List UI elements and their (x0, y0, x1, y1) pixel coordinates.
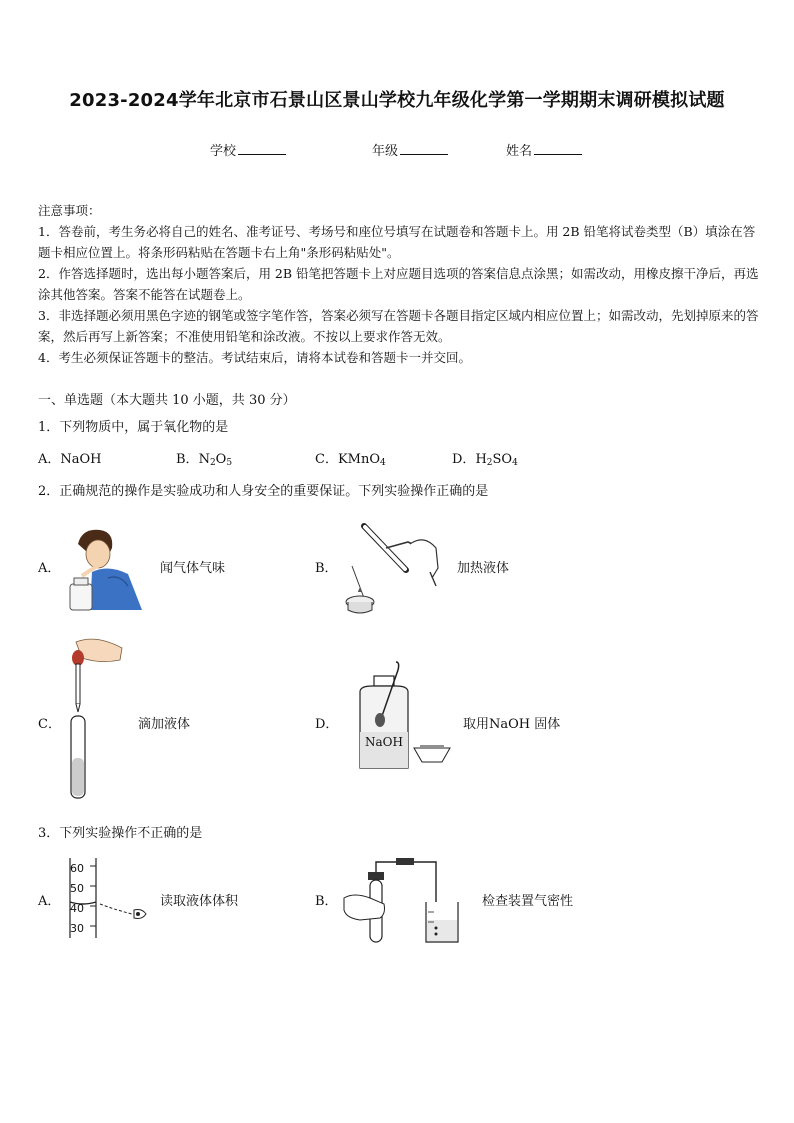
note-item-1: 1．答卷前，考生务必将自己的姓名、准考证号、考场号和座位号填写在试题卷和答题卡上。用 2B 铅笔将试卷类型（B）填涂在答题卡相应位置上。将条形码粘贴在答题卡右上角"条形码粘贴处"。 (38, 224, 756, 260)
q1-option-d[interactable]: D．$H_2SO_4$ (452, 452, 518, 468)
q2-option-c-letter[interactable]: C． (38, 717, 61, 732)
naoh-bottle-illustration (356, 660, 456, 772)
q3-option-a-caption: 读取液体体积 (160, 894, 239, 909)
school-label: 学校 (210, 144, 237, 159)
smell-gas-illustration (68, 526, 144, 612)
airtightness-check-illustration (340, 854, 466, 950)
q2-option-c-caption: 滴加液体 (138, 717, 191, 732)
q1-stem: 1．下列物质中，属于氧化物的是 (38, 420, 229, 435)
name-blank[interactable] (534, 142, 582, 155)
q2-stem: 2．正确规范的操作是实验成功和人身安全的重要保证。下列实验操作正确的是 (38, 484, 489, 499)
naoh-bottle-label: NaOH (365, 735, 403, 749)
heat-liquid-illustration (338, 518, 444, 618)
q2-option-a-caption: 闻气体气味 (160, 561, 226, 576)
cylinder-tick-60: 60 (70, 862, 84, 875)
q3-option-a-letter[interactable]: A． (38, 894, 61, 909)
school-blank[interactable] (238, 142, 286, 155)
page-title: 2023-2024学年北京市石景山区景山学校九年级化学第一学期期末调研模拟试题 (69, 90, 725, 111)
q1-option-b[interactable]: B．$N_2O_5$ (176, 452, 233, 468)
grade-blank[interactable] (400, 142, 448, 155)
cylinder-tick-30: 30 (70, 922, 84, 935)
q2-option-d-caption: 取用NaOH 固体 (463, 717, 561, 732)
q3-stem: 3．下列实验操作不正确的是 (38, 826, 203, 841)
name-label: 姓名 (506, 144, 533, 159)
q2-option-b-letter[interactable]: B． (315, 561, 338, 576)
grade-field (372, 140, 448, 159)
cylinder-ticks (70, 859, 84, 939)
q3-option-b-caption: 检查装置气密性 (482, 894, 574, 909)
q1-option-a[interactable]: A．NaOH (38, 452, 102, 467)
q1-option-c[interactable]: C．KMnO$_4$ (315, 452, 386, 468)
section-heading: 一、单选题（本大题共 10 小题，共 30 分） (38, 393, 296, 408)
name-field (506, 140, 582, 159)
school-field (210, 140, 286, 159)
note-item-4: 4．考生必须保证答题卡的整洁。考试结束后，请将本试卷和答题卡一并交回。 (38, 350, 471, 365)
q2-option-a-letter[interactable]: A． (38, 561, 61, 576)
drop-liquid-illustration (66, 634, 126, 804)
q2-option-b-caption: 加热液体 (457, 561, 510, 576)
cylinder-tick-50: 50 (70, 882, 84, 895)
note-item-2: 2．作答选择题时，选出每小题答案后，用 2B 铅笔把答题卡上对应题目选项的答案信息点涂黑；如需改动，用橡皮擦干净后，再选涂其他答案。答案不能答在试题卷上。 (38, 266, 759, 302)
q2-option-d-letter[interactable]: D． (315, 717, 339, 732)
grade-label: 年级 (372, 144, 399, 159)
notes-heading: 注意事项： (38, 203, 101, 218)
notes-block (38, 200, 760, 368)
cylinder-tick-40: 40 (70, 902, 84, 915)
q3-option-b-letter[interactable]: B． (315, 894, 338, 909)
note-item-3: 3．非选择题必须用黑色字迹的钢笔或签字笔作答，答案必须写在答题卡各题目指定区域内相应位置上；如需改动，先划掉原来的答案，然后再写上新答案；不准使用铅笔和涂改液。不按以上要求作答无效。 (38, 308, 759, 344)
